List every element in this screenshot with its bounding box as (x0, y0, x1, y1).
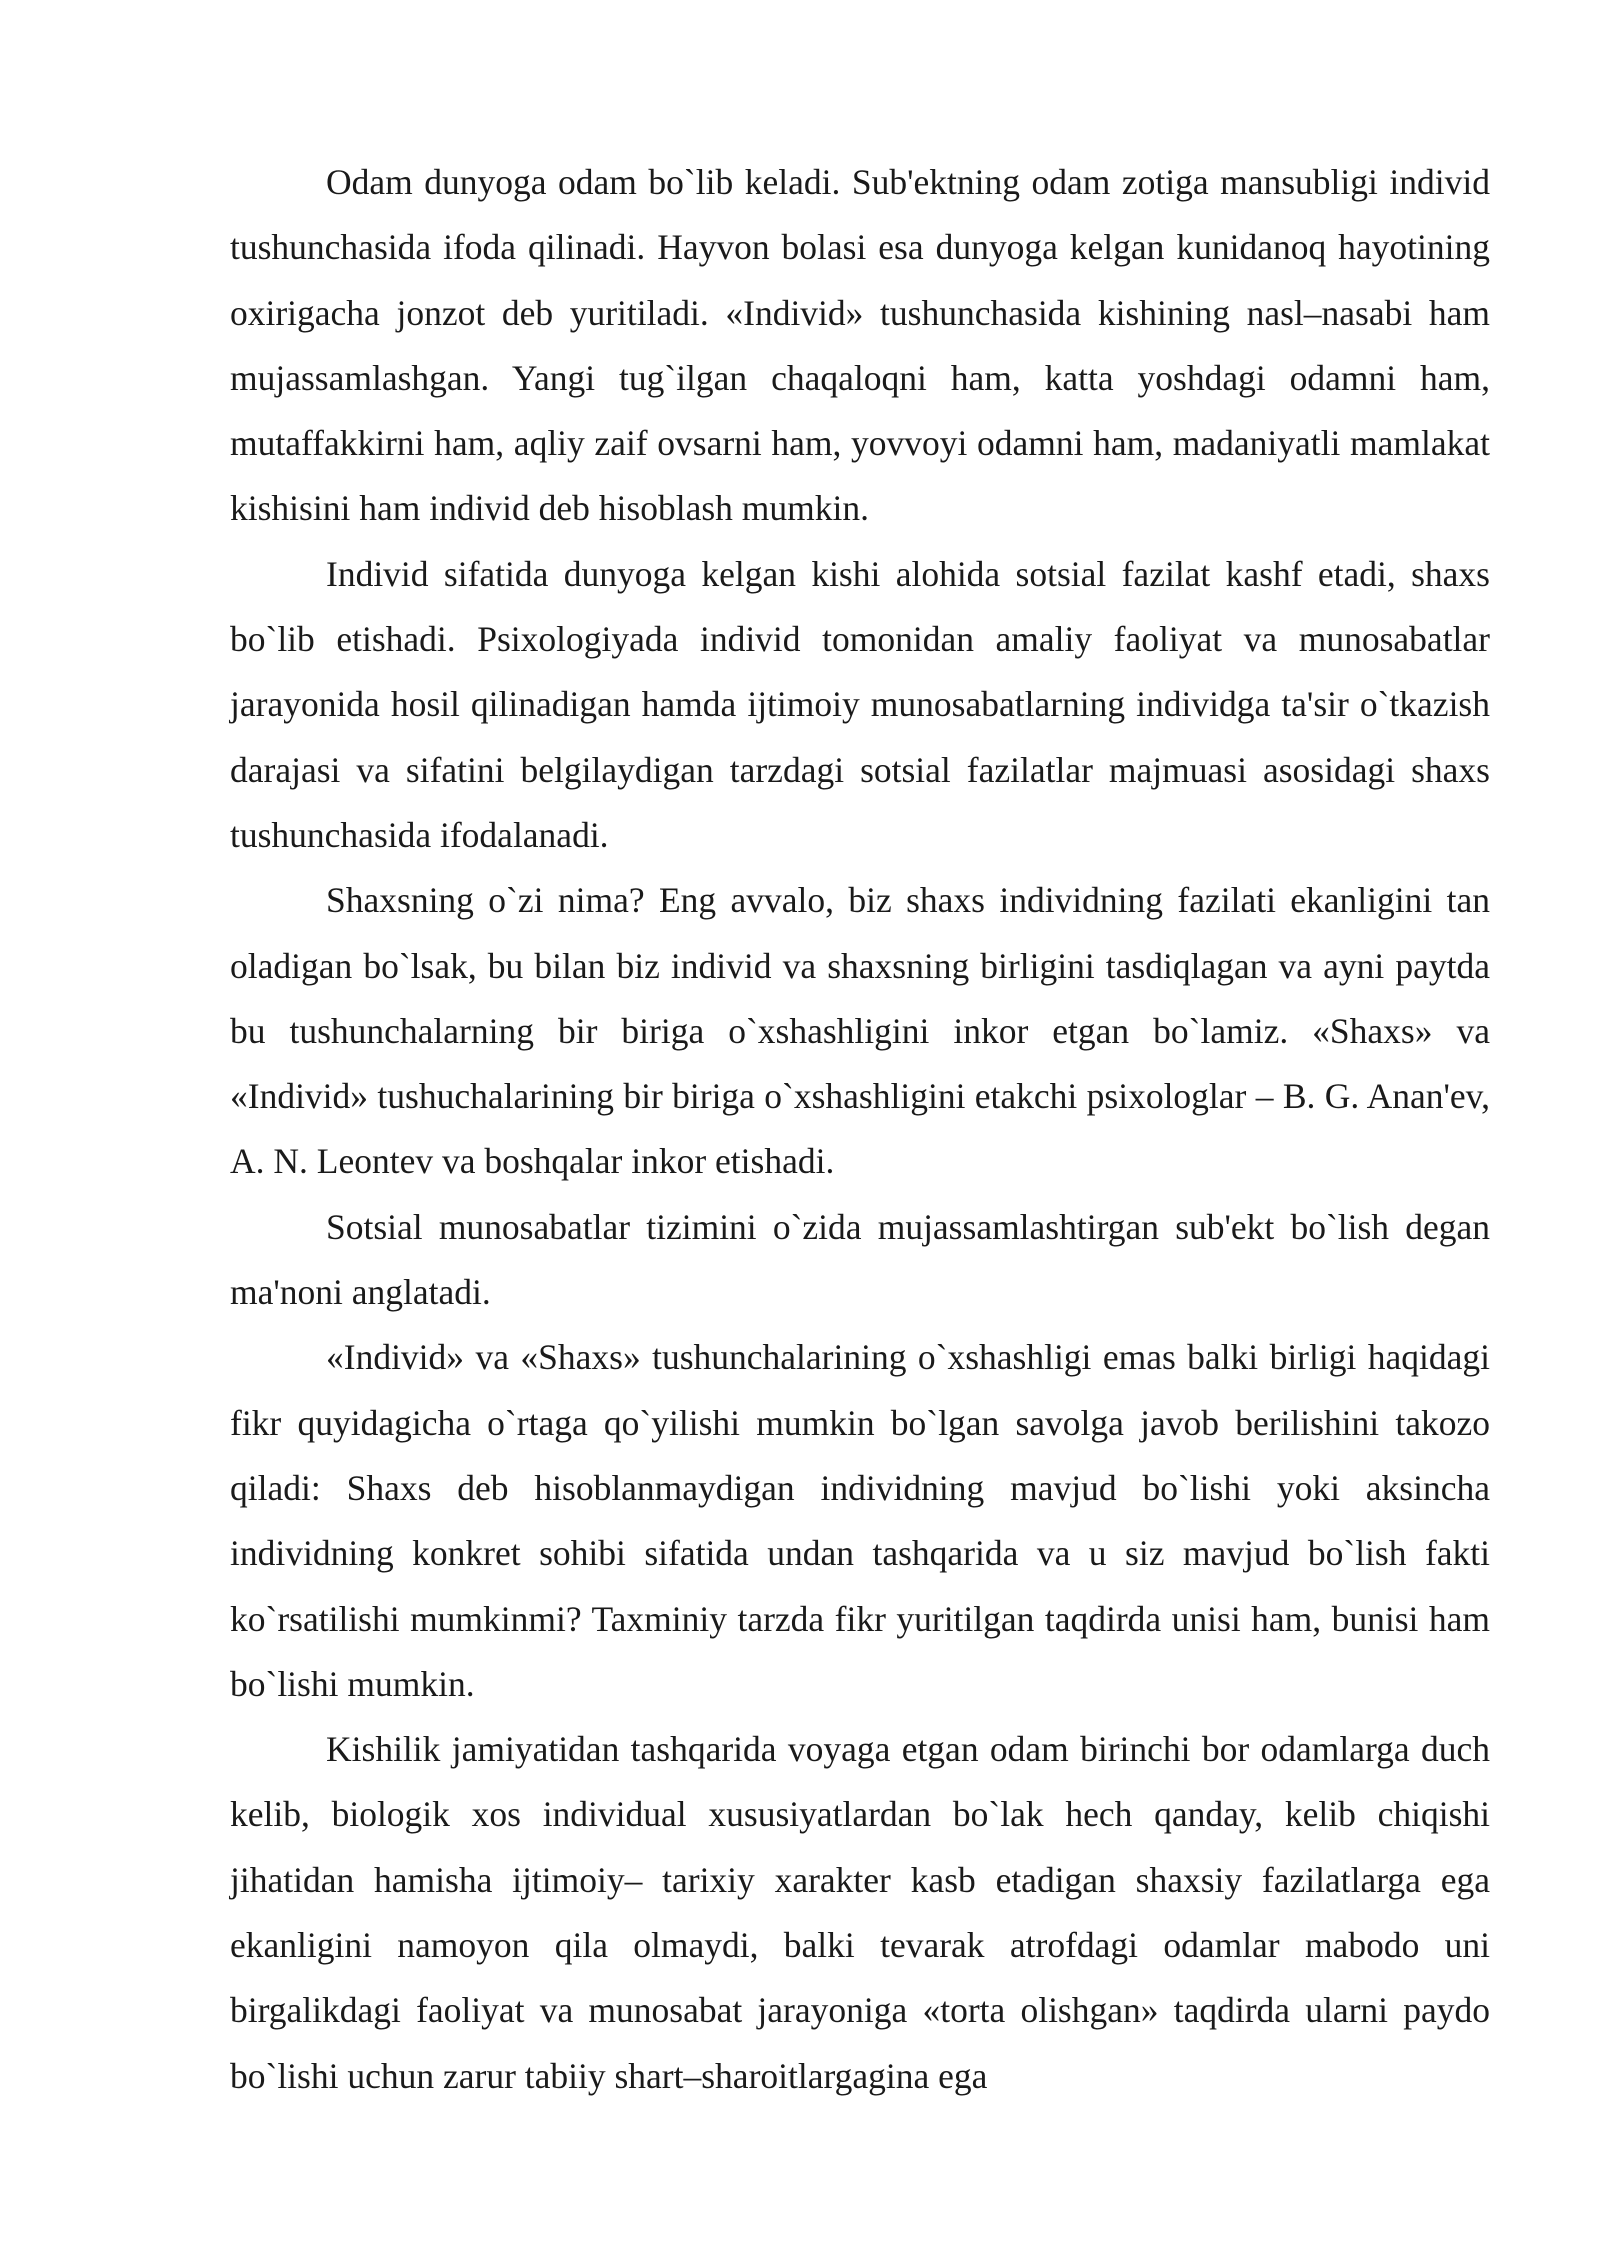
paragraph-5: «Individ» va «Shaxs» tushunchalarining o`xshashligi emas balki birligi haqidagi fikr quyidagicha o`rtaga qo`yilishi mumkin bo`lgan savolga javob berilishini takozo qiladi: Shaxs deb hisoblanmaydigan individning mavjud bo`lishi yoki aksincha individning konkret sohibi sifatida undan tashqarida va u siz mavjud bo`lish fakti ko`rsatilishi mumkinmi? Taxminiy tarzda fikr yuritilgan taqdirda unisi ham, bunisi ham bo`lishi mumkin. (230, 1337, 1490, 1704)
paragraph-6: Kishilik jamiyatidan tashqarida voyaga etgan odam birinchi bor odamlarga duch kelib, biologik xos individual xususiyatlardan bo`lak hech qanday, kelib chiqishi jihatidan hamisha ijtimoiy– tarixiy xarakter kasb etadigan shaxsiy fazilatlarga ega ekanligini namoyon qila olmaydi, balki tevarak atrofdagi odamlar mabodo uni birgalikdagi faoliyat va munosabat jarayoniga «torta olishgan» taqdirda ularni paydo bo`lishi uchun zarur tabiiy shart–sharoitlargagina ega (230, 1729, 1490, 2096)
paragraph-2: Individ sifatida dunyoga kelgan kishi alohida sotsial fazilat kashf etadi, shaxs bo`lib etishadi. Psixologiyada individ tomonidan amaliy faoliyat va munosabatlar jarayonida hosil qilinadigan hamda ijtimoiy munosabatlarning individga ta'sir o`tkazish darajasi va sifatini belgilaydigan tarzdagi sotsial fazilatlar majmuasi asosidagi shaxs tushunchasida ifodalanadi. (230, 553, 1490, 855)
document-body (230, 150, 1490, 2109)
paragraph-3: Shaxsning o`zi nima? Eng avvalo, biz shaxs individning fazilati ekanligini tan oladigan bo`lsak, bu bilan biz individ va shaxsning birligini tasdiqlagan va ayni paytda bu tushunchalarning bir biriga o`xshashligini inkor etgan bo`lamiz. «Shaxs» va «Individ» tushuchalarining bir biriga o`xshashligini etakchi psixologlar – B. G. Anan'ev, A. N. Leontev va boshqalar inkor etishadi. (230, 880, 1490, 1182)
paragraph-1: Odam dunyoga odam bo`lib keladi. Sub'ektning odam zotiga mansubligi individ tushunchasida ifoda qilinadi. Hayvon bolasi esa dunyoga kelgan kunidanoq hayotining oxirigacha jonzot deb yuritiladi. «Individ» tushunchasida kishining nasl–nasabi ham mujassamlashgan. Yangi tug`ilgan chaqaloqni ham, katta yoshdagi odamni ham, mutaffakkirni ham, aqliy zaif ovsarni ham, yovvoyi odamni ham, madaniyatli mamlakat kishisini ham individ deb hisoblash mumkin. (230, 162, 1490, 529)
paragraph-4: Sotsial munosabatlar tizimini o`zida mujassamlashtirgan sub'ekt bo`lish degan ma'noni anglatadi. (230, 1206, 1490, 1313)
